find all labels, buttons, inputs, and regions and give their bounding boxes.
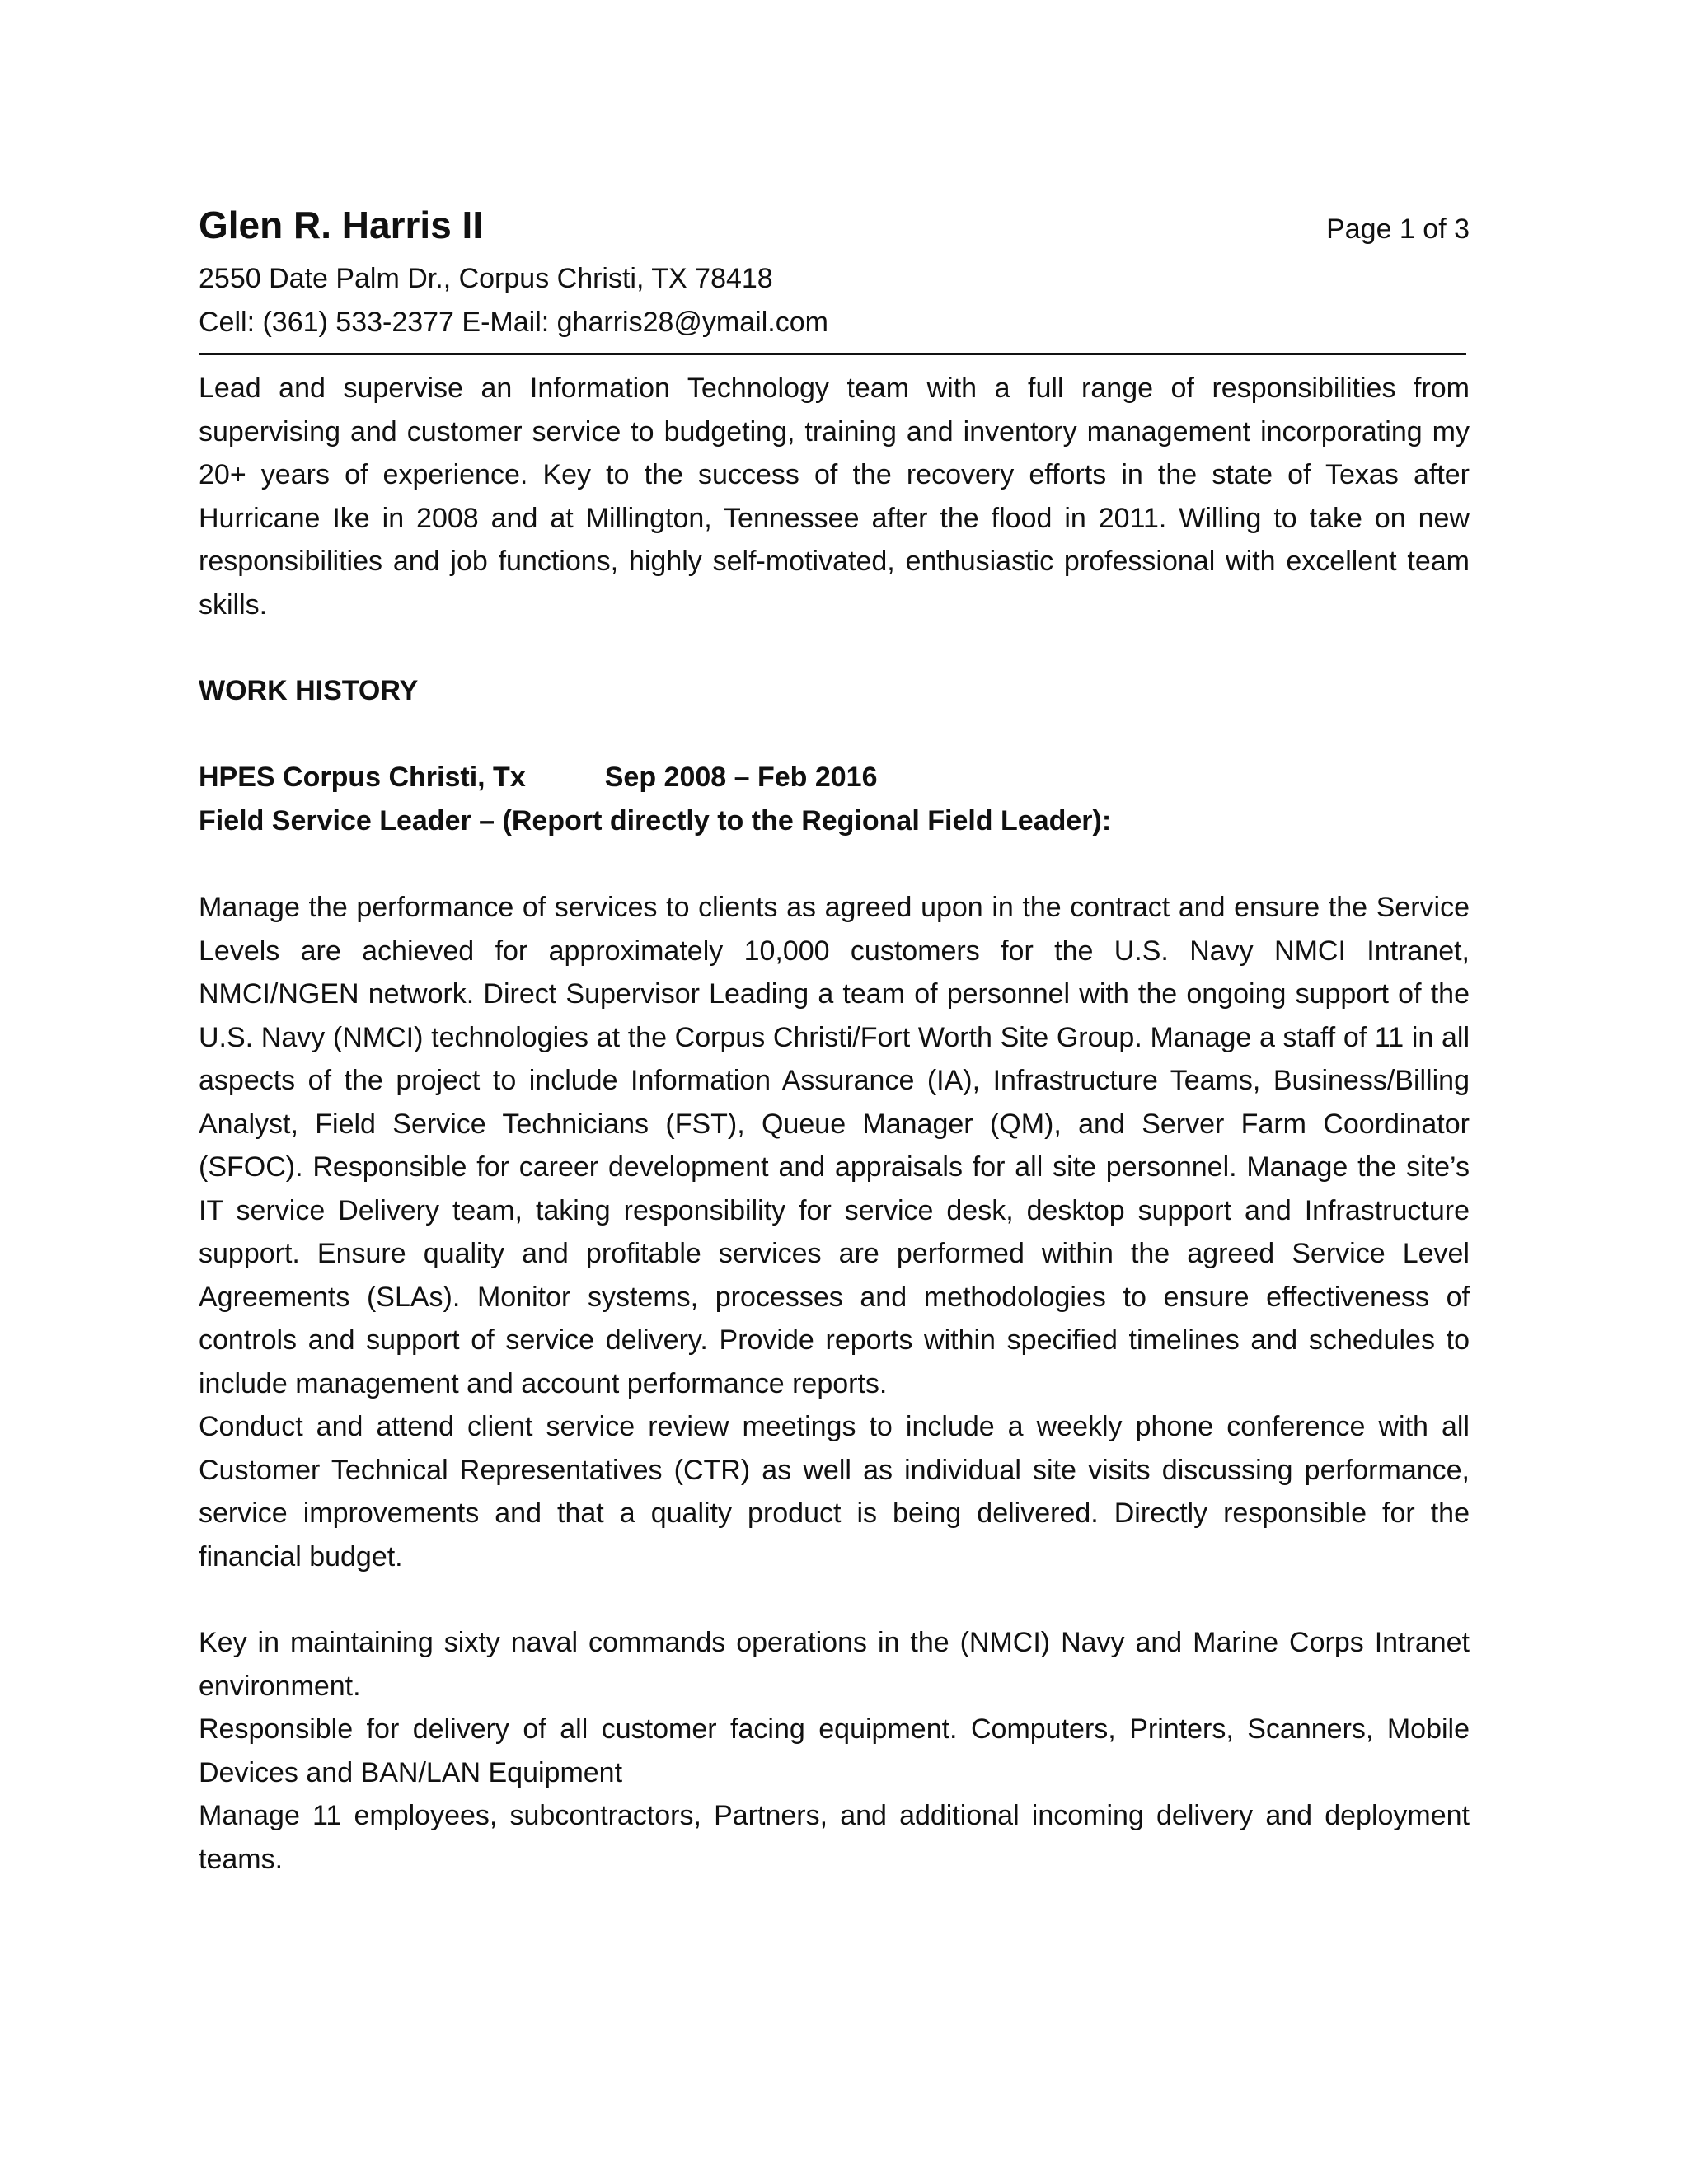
summary-paragraph: Lead and supervise an Information Technology team with a full range of responsibilities from supervising and customer service to budgeting, training and inventory management incorporating my 20+ years of experience. Key to the success of the recovery efforts in the state of Texas after Hurricane Ike in 2008 and at Millington, Tennessee after the flood in 2011. Willing to take on new responsibilities and job functions, highly self-motivated, enthusiastic professional with excellent team skills. xyxy=(199,373,1470,621)
contact-line: Cell: (361) 533-2377 E-Mail: gharris28@ymail.com xyxy=(199,307,828,338)
job-highlight: Manage 11 employees, subcontractors, Partners, and additional incoming delivery and deployment teams. xyxy=(199,1800,1470,1875)
address-line: 2550 Date Palm Dr., Corpus Christi, TX 78418 xyxy=(199,263,773,294)
job-highlight: Key in maintaining sixty naval commands operations in the (NMCI) Navy and Marine Corps Intranet environment. xyxy=(199,1627,1470,1702)
spacer xyxy=(199,843,1470,886)
job-title: Field Service Leader – (Report directly to the Regional Field Leader): xyxy=(199,805,1112,837)
job-description-paragraph: Conduct and attend client service review meetings to include a weekly phone conference with all Customer Technical Representatives (CTR) as well as individual site visits discussing performance, service improvements and that a quality product is being delivered. Directly responsible for the financial budget. xyxy=(199,1411,1470,1572)
resume-header xyxy=(199,198,1470,257)
resume-page xyxy=(199,198,1470,1881)
candidate-name: Glen R. Harris II xyxy=(199,204,484,246)
job-employer-line xyxy=(199,756,1470,799)
header-divider xyxy=(199,353,1466,355)
job-entry xyxy=(199,756,1470,1881)
job-dates: Sep 2008 – Feb 2016 xyxy=(604,762,878,793)
page-indicator: Page 1 of 3 xyxy=(1326,213,1470,245)
spacer xyxy=(199,1578,1470,1621)
job-highlight: Responsible for delivery of all customer facing equipment. Computers, Printers, Scanners, Mobile Devices and BAN/LAN Equipment xyxy=(199,1713,1470,1788)
job-employer: HPES Corpus Christi, Tx xyxy=(199,762,526,793)
job-description-paragraph: Manage the performance of services to clients as agreed upon in the contract and ensure the Service Levels are achieved for approximately 10,000 customers for the U.S. Navy NMCI Intranet, NMCI/NGEN network. Direct Supervisor Leading a team of personnel with the ongoing support of the U.S. Navy (NMCI) technologies at the Corpus Christi/Fort Worth Site Group. Manage a staff of 11 in all aspects of the project to include Information Assurance (IA), Infrastructure Teams, Business/Billing Analyst, Field Service Technicians (FST), Queue Manager (QM), and Server Farm Coordinator (SFOC). Responsible for career development and appraisals for all site personnel. Manage the site’s IT service Delivery team, taking responsibility for service desk, desktop support and Infrastructure support. Ensure quality and profitable services are performed within the agreed Service Level Agreements (SLAs). Monitor systems, processes and methodologies to ensure effectiveness of controls and support of service delivery. Provide reports within specified timelines and schedules to include management and account performance reports. xyxy=(199,892,1470,1399)
work-history-heading: WORK HISTORY xyxy=(199,675,419,706)
